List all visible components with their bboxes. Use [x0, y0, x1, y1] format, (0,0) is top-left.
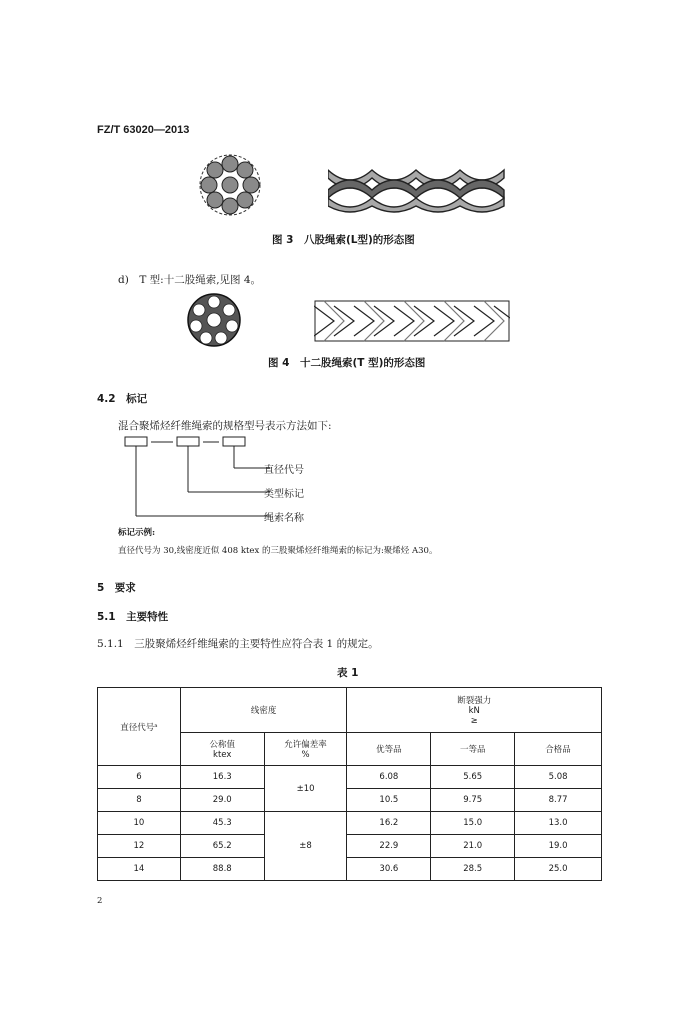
cell-diameter: 12: [98, 835, 181, 858]
th-tolerance: [264, 733, 347, 766]
th-grade-2: 一等品: [431, 733, 515, 766]
label-type-mark: 类型标记: [264, 489, 304, 500]
cell-diameter: 10: [98, 812, 181, 835]
table-row: [98, 835, 602, 858]
th-nominal-unit: ktex: [213, 750, 232, 760]
cell-tolerance: ±10: [264, 766, 347, 812]
cell-grade-3: 13.0: [515, 812, 602, 835]
cell-grade-2: 21.0: [431, 835, 515, 858]
cell-grade-2: 9.75: [431, 789, 515, 812]
th-strength-cmp: ≥: [470, 716, 478, 726]
cell-grade-1: 30.6: [347, 858, 431, 881]
th-tolerance-label: 允许偏差率: [284, 740, 327, 750]
th-tolerance-unit: %: [301, 750, 310, 760]
cell-nominal: 65.2: [180, 835, 264, 858]
figure-3-cross-section: [198, 150, 262, 220]
th-nominal: [180, 733, 264, 766]
figure-4-cross-section: [186, 292, 242, 348]
section-5-1-heading: 5.1 主要特性: [97, 611, 169, 623]
th-nominal-label: 公称值: [209, 740, 235, 750]
table-row: [98, 858, 602, 881]
cell-grade-3: 5.08: [515, 766, 602, 789]
cell-nominal: 88.8: [180, 858, 264, 881]
cell-grade-3: 19.0: [515, 835, 602, 858]
th-grade-1: 优等品: [347, 733, 431, 766]
table-1-title: 表 1: [337, 667, 359, 679]
table-row: [98, 766, 602, 789]
section-4-2-intro: 混合聚烯烃纤维绳索的规格型号表示方法如下:: [118, 420, 332, 432]
cell-grade-2: 28.5: [431, 858, 515, 881]
cell-nominal: 45.3: [180, 812, 264, 835]
item-d-text: d) T 型:十二股绳索,见图 4。: [118, 274, 262, 286]
table-1: [97, 687, 602, 881]
cell-nominal: 16.3: [180, 766, 264, 789]
cell-grade-1: 10.5: [347, 789, 431, 812]
cell-grade-2: 5.65: [431, 766, 515, 789]
standard-code: FZ/T 63020—2013: [97, 124, 190, 136]
cell-grade-2: 15.0: [431, 812, 515, 835]
th-density: 线密度: [180, 688, 347, 733]
table-row: [98, 789, 602, 812]
label-diameter-code: 直径代号: [264, 465, 304, 476]
figure-4-side-view: [314, 298, 510, 344]
section-5-heading: 5 要求: [97, 582, 136, 594]
cell-grade-1: 22.9: [347, 835, 431, 858]
page-number: 2: [97, 896, 103, 906]
section-5-1-1-text: 5.1.1 三股聚烯烃纤维绳索的主要特性应符合表 1 的规定。: [97, 638, 379, 650]
cell-diameter: 14: [98, 858, 181, 881]
figure-3-caption: 图 3 八股绳索(L型)的形态图: [272, 234, 415, 246]
th-strength: [347, 688, 602, 733]
cell-grade-1: 6.08: [347, 766, 431, 789]
cell-grade-3: 8.77: [515, 789, 602, 812]
th-strength-unit: kN: [468, 706, 480, 716]
section-4-2-heading: 4.2 标记: [97, 393, 148, 405]
table-row: [98, 812, 602, 835]
th-strength-label: 断裂强力: [457, 696, 492, 706]
cell-diameter: 8: [98, 789, 181, 812]
notation-diagram: [124, 436, 274, 520]
cell-grade-1: 16.2: [347, 812, 431, 835]
example-label: 标记示例:: [118, 528, 156, 538]
th-grade-3: 合格品: [515, 733, 602, 766]
cell-grade-3: 25.0: [515, 858, 602, 881]
cell-nominal: 29.0: [180, 789, 264, 812]
th-diameter: 直径代号ᵃ: [98, 688, 181, 766]
figure-3-side-view: [328, 160, 506, 218]
example-text: 直径代号为 30,线密度近似 408 ktex 的三股聚烯烃纤维绳索的标记为:聚烯烃 A30。: [118, 546, 438, 556]
label-rope-name: 绳索名称: [264, 513, 304, 524]
cell-tolerance: ±8: [264, 812, 347, 881]
figure-4-caption: 图 4 十二股绳索(T 型)的形态图: [268, 357, 426, 369]
cell-diameter: 6: [98, 766, 181, 789]
